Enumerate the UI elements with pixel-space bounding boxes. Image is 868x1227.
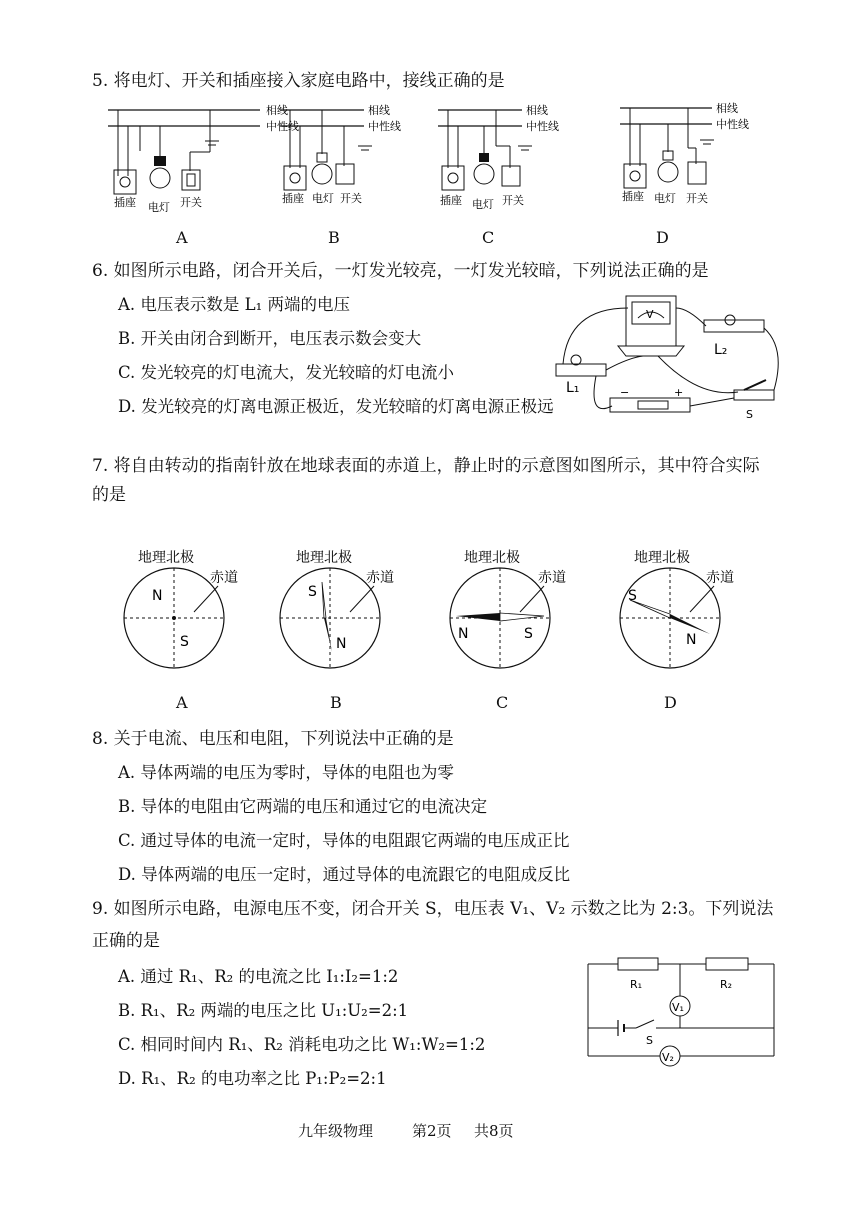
q5-figures <box>100 96 820 224</box>
q6-option-d: D. 发光较亮的灯离电源正极近，发光较暗的灯离电源正极远 <box>118 397 554 416</box>
q5-fig-d <box>620 101 749 205</box>
q9-fig-v2: V₂ <box>662 1051 674 1064</box>
q7-b-s: S <box>308 584 317 600</box>
q8-option-c: C. 通过导体的电流一定时，导体的电阻跟它两端的电压成正比 <box>118 831 570 850</box>
q7-b-n: N <box>336 636 347 652</box>
q7-c-s: S <box>524 626 533 642</box>
footer-page: 第2页 <box>412 1122 452 1140</box>
q7-b-north-pole: 地理北极 <box>296 550 352 566</box>
q6-fig-s: S <box>746 408 753 421</box>
q5-a-socket: 插座 <box>114 196 136 209</box>
q9-stem-line1: 9. 如图所示电路，电源电压不变，闭合开关 S，电压表 V₁、V₂ 示数之比为 2:3。下列说法 <box>92 899 774 919</box>
q5-d-lamp: 电灯 <box>654 192 676 205</box>
q6-option-c: C. 发光较亮的灯电流大，发光较暗的灯电流小 <box>118 363 455 382</box>
q9-option-b: B. R₁、R₂ 两端的电压之比 U₁:U₂=2:1 <box>118 1001 409 1020</box>
q6-stem: 6. 如图所示电路，闭合开关后，一灯发光较亮，一灯发光较暗，下列说法正确的是 <box>92 261 709 281</box>
q7-a-n: N <box>152 588 163 604</box>
q6-fig-v: V <box>646 308 654 321</box>
q7-d-equator: 赤道 <box>706 570 734 586</box>
q7-c-north-pole: 地理北极 <box>464 550 520 566</box>
q6-option-b: B. 开关由闭合到断开，电压表示数会变大 <box>118 329 422 348</box>
q7-fig-a <box>124 549 238 668</box>
q7-d-s: S <box>628 588 637 604</box>
q7-a-north-pole: 地理北极 <box>138 550 194 566</box>
q9-stem-line2: 正确的是 <box>92 931 160 951</box>
q7-fig-d <box>620 549 734 668</box>
q7-choice-d: D <box>664 693 677 712</box>
q6-option-a: A. 电压表示数是 L₁ 两端的电压 <box>118 295 350 314</box>
q5-d-switch: 开关 <box>686 192 708 205</box>
q5-choice-c: C <box>482 228 495 247</box>
q5-a-live: 相线 <box>266 104 288 117</box>
q5-choice-d: D <box>656 228 669 247</box>
q7-c-equator: 赤道 <box>538 570 566 586</box>
q6-fig-minus: − <box>620 386 630 399</box>
q5-fig-c <box>438 103 559 211</box>
q9-circuit-figure <box>578 954 788 1074</box>
q5-c-live: 相线 <box>526 104 548 117</box>
q8-option-b: B. 导体的电阻由它两端的电压和通过它的电流决定 <box>118 797 488 816</box>
q7-fig-c <box>450 549 566 668</box>
q7-a-equator: 赤道 <box>210 570 238 586</box>
q9-option-c: C. 相同时间内 R₁、R₂ 消耗电功之比 W₁:W₂=1:2 <box>118 1035 486 1054</box>
q5-b-socket: 插座 <box>282 192 304 205</box>
q7-c-n: N <box>458 626 469 642</box>
q7-a-s: S <box>180 634 189 650</box>
q7-choice-c: C <box>496 693 509 712</box>
footer-subject: 九年级物理 <box>298 1122 374 1140</box>
q7-stem-line2: 的是 <box>92 485 126 505</box>
q7-b-equator: 赤道 <box>366 570 394 586</box>
q6-fig-plus: + <box>674 386 684 399</box>
q7-fig-b <box>280 549 394 668</box>
q7-d-n: N <box>686 632 697 648</box>
q6-fig-l1: L₁ <box>566 380 580 396</box>
q5-choice-b: B <box>328 228 340 247</box>
q7-choice-b: B <box>330 693 342 712</box>
q5-b-neutral: 中性线 <box>368 120 401 133</box>
q5-d-live: 相线 <box>716 102 738 115</box>
q9-option-d: D. R₁、R₂ 的电功率之比 P₁:P₂=2:1 <box>118 1069 387 1088</box>
q5-c-neutral: 中性线 <box>526 120 559 133</box>
q5-fig-b <box>280 103 401 205</box>
q5-choice-a: A <box>176 228 188 247</box>
q5-stem: 5. 将电灯、开关和插座接入家庭电路中，接线正确的是 <box>92 71 505 91</box>
q9-fig-r1: R₁ <box>630 978 643 991</box>
q9-fig-s: S <box>646 1034 653 1047</box>
q5-a-lamp: 电灯 <box>148 201 170 214</box>
q9-fig-r2: R₂ <box>720 978 733 991</box>
q7-d-north-pole: 地理北极 <box>634 550 690 566</box>
q5-c-switch: 开关 <box>502 194 524 207</box>
q5-c-socket: 插座 <box>440 194 462 207</box>
q5-d-neutral: 中性线 <box>716 118 749 131</box>
q5-b-live: 相线 <box>368 104 390 117</box>
q6-fig-l2: L₂ <box>714 342 728 358</box>
q6-circuit-figure <box>548 288 788 428</box>
q7-compass-figures <box>110 542 770 678</box>
q8-stem: 8. 关于电流、电压和电阻，下列说法中正确的是 <box>92 729 454 749</box>
q5-c-lamp: 电灯 <box>472 198 494 211</box>
q5-fig-a <box>108 103 299 214</box>
q7-choice-a: A <box>176 693 188 712</box>
q7-stem-line1: 7. 将自由转动的指南针放在地球表面的赤道上，静止时的示意图如图所示，其中符合实际 <box>92 456 760 476</box>
q5-a-switch: 开关 <box>180 196 202 209</box>
q5-b-lamp: 电灯 <box>312 192 334 205</box>
q5-b-switch: 开关 <box>340 192 362 205</box>
q5-d-socket: 插座 <box>622 190 644 203</box>
footer-total: 共8页 <box>474 1122 514 1140</box>
q9-fig-v1: V₁ <box>672 1001 684 1014</box>
q8-option-d: D. 导体两端的电压一定时，通过导体的电流跟它的电阻成反比 <box>118 865 571 884</box>
q9-option-a: A. 通过 R₁、R₂ 的电流之比 I₁:I₂=1:2 <box>118 967 399 986</box>
q8-option-a: A. 导体两端的电压为零时，导体的电阻也为零 <box>118 763 454 782</box>
q5-a-neutral: 中性线 <box>266 120 299 133</box>
